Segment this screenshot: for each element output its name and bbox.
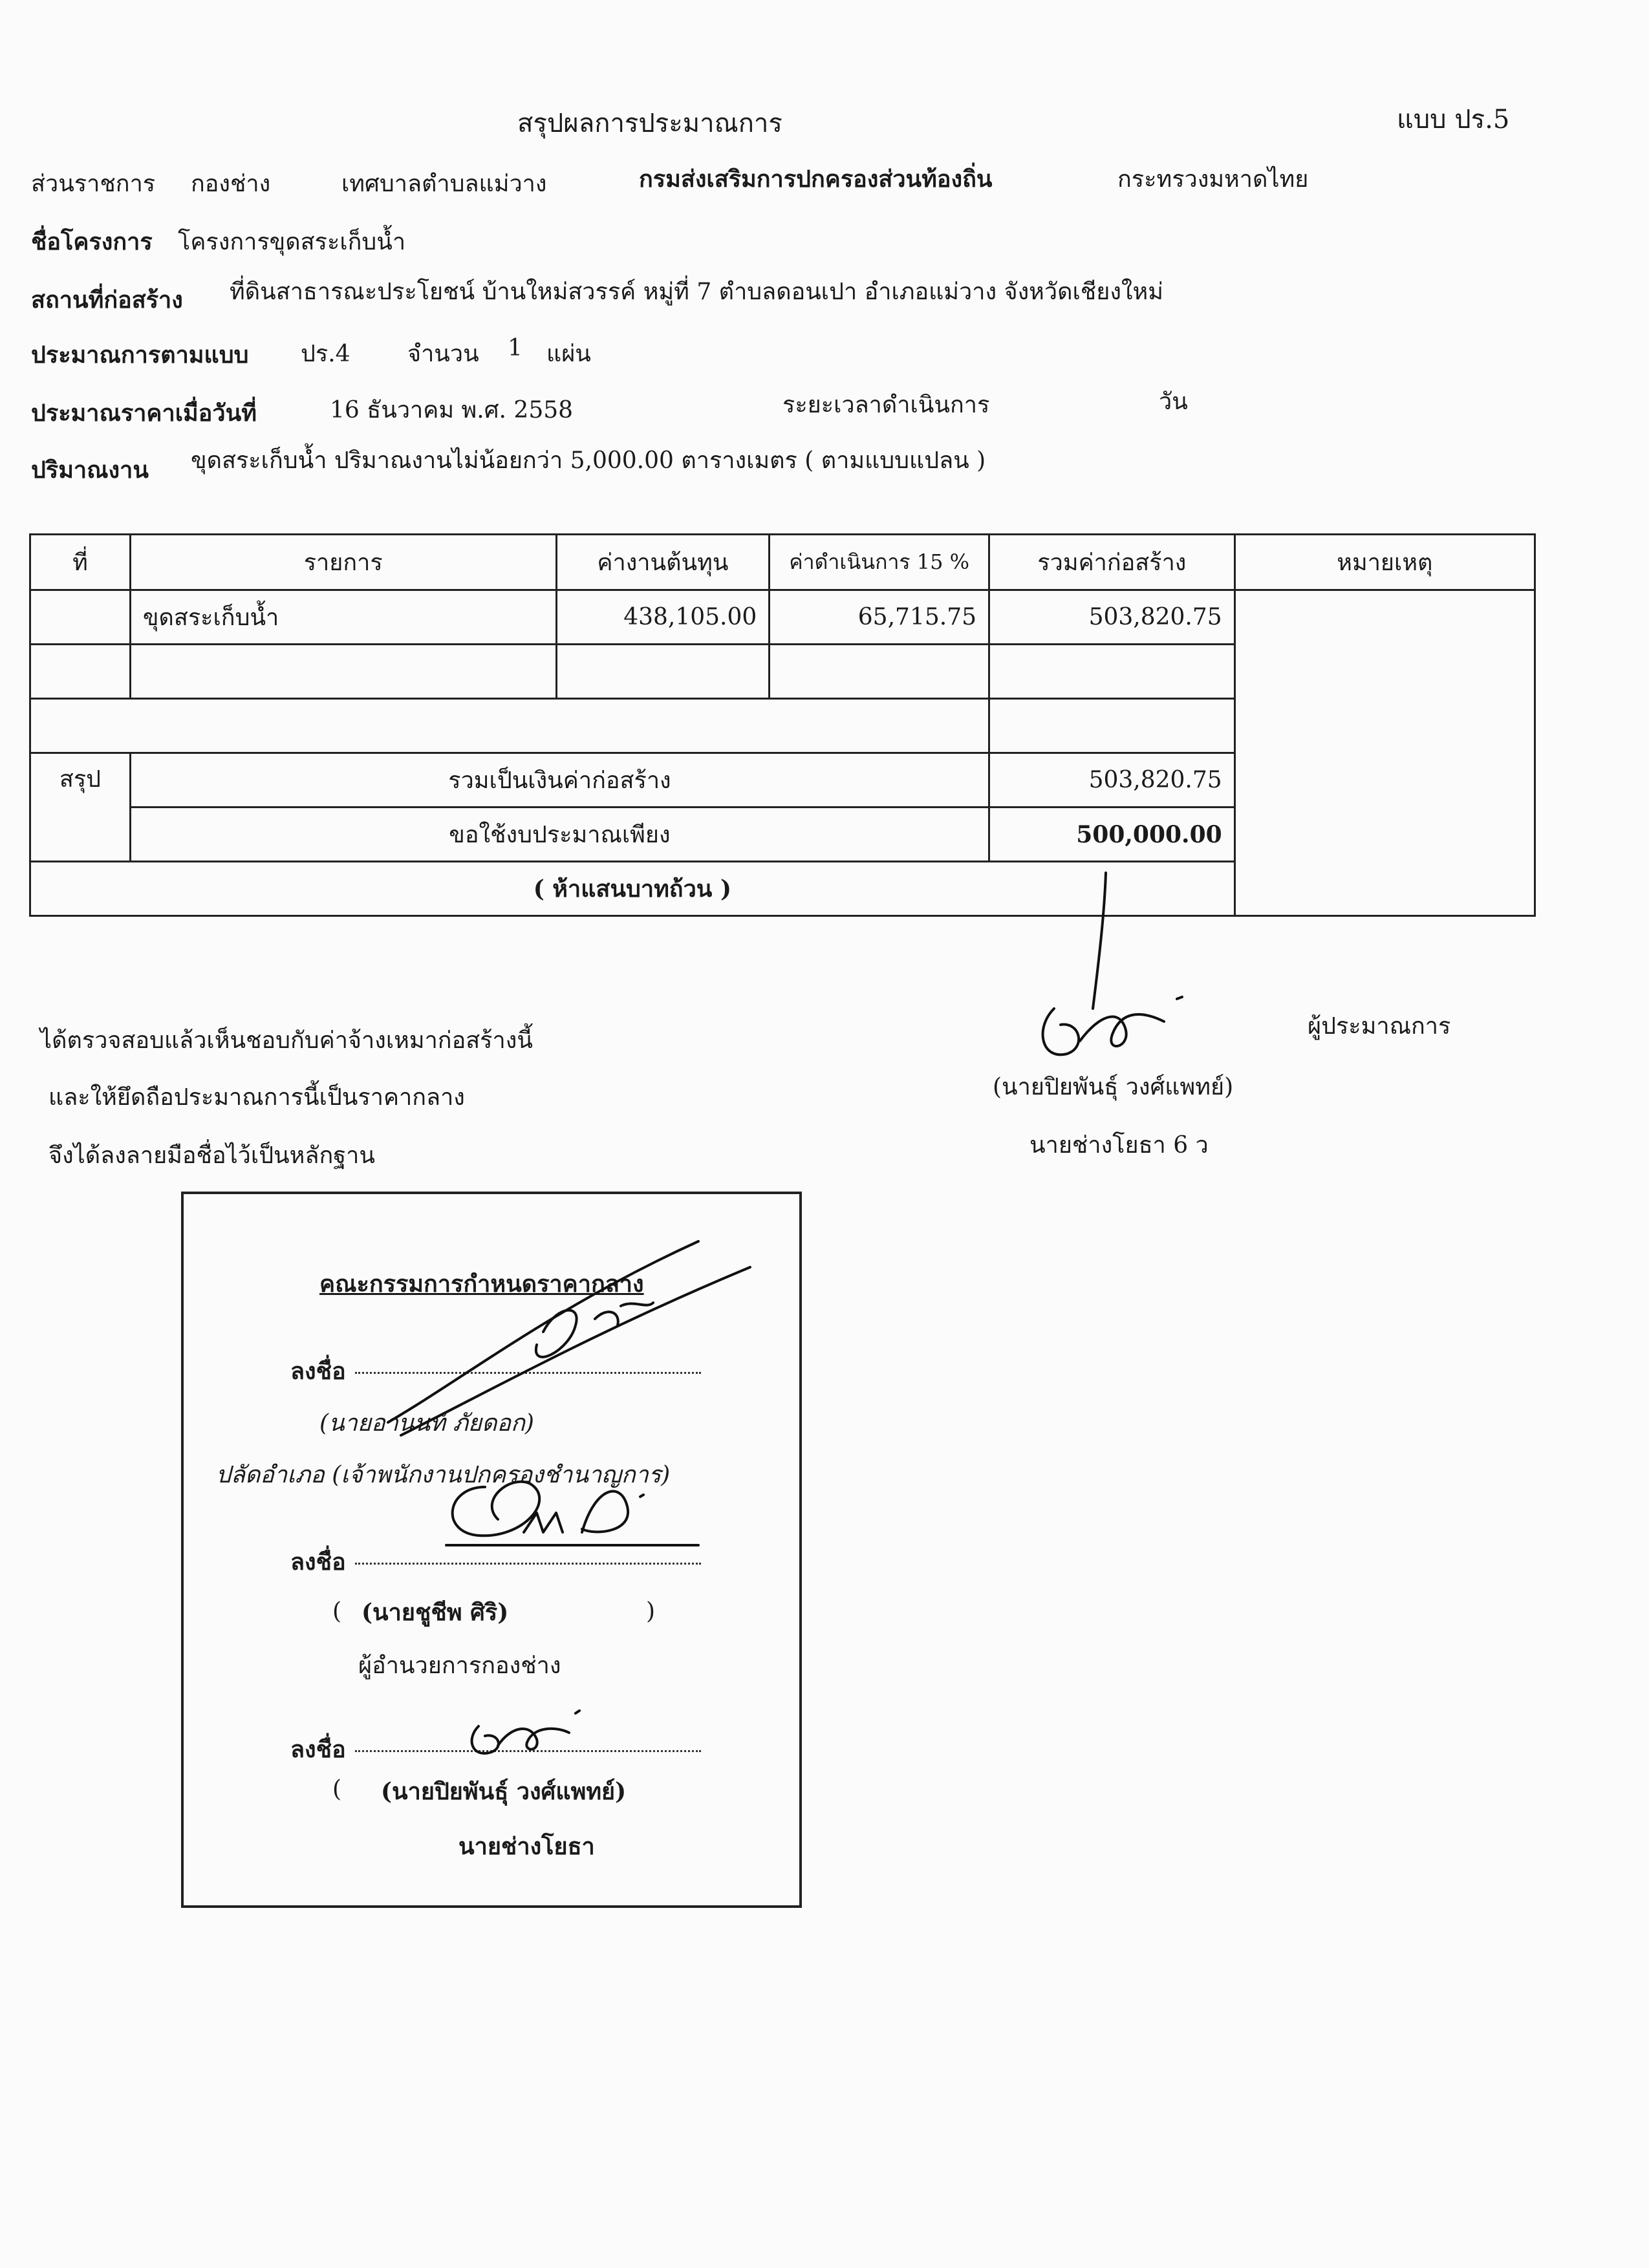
table-header-row bbox=[30, 535, 1535, 590]
committee-sign-label-2: ลงชื่อ bbox=[290, 1548, 346, 1576]
estimate-date-value: 16 ธันวาคม พ.ศ. 2558 bbox=[330, 397, 574, 423]
estimate-form-count-label: จำนวน bbox=[407, 341, 479, 367]
col-header-total: รวมค่าก่อสร้าง bbox=[989, 535, 1235, 590]
summary-request-label: ขอใช้งบประมาณเพียง bbox=[130, 808, 989, 862]
committee-close-paren-2: ) bbox=[646, 1598, 656, 1625]
committee-open-paren-2: ( bbox=[332, 1598, 342, 1625]
agency-division: กองช่าง bbox=[191, 171, 271, 197]
page-title: สรุปผลการประมาณการ bbox=[517, 109, 782, 138]
estimate-date-label: ประมาณราคาเมื่อวันที่ bbox=[31, 400, 257, 427]
project-name: โครงการขุดสระเก็บน้ำ bbox=[178, 229, 406, 255]
estimate-form-label: ประมาณการตามแบบ bbox=[31, 341, 249, 369]
estimate-form-count: 1 bbox=[508, 335, 523, 361]
approval-line-1: ได้ตรวจสอบแล้วเห็นชอบกับค่าจ้างเหมาก่อสร้างนี้ bbox=[40, 1027, 533, 1054]
committee-signature-3 bbox=[453, 1687, 595, 1759]
approval-line-3: จึงได้ลงลายมือชื่อไว้เป็นหลักฐาน bbox=[48, 1142, 375, 1169]
col-header-item: รายการ bbox=[130, 535, 556, 590]
committee-member3-position: นายช่างโยธา bbox=[458, 1833, 595, 1860]
summary-total-value: 503,820.75 bbox=[989, 753, 1235, 808]
committee-open-paren-3: ( bbox=[332, 1776, 342, 1803]
committee-member2-name: (นายชูชีพ ศิริ) bbox=[361, 1599, 509, 1626]
committee-member3-name: (นายปิยพันธุ์ วงศ์แพทย์) bbox=[381, 1778, 627, 1805]
project-label: ชื่อโครงการ bbox=[31, 228, 153, 255]
amount-words: ( ห้าแสนบาทถ้วน ) bbox=[30, 862, 1235, 916]
committee-sign-label-1: ลงชื่อ bbox=[290, 1358, 346, 1385]
committee-signature-2 bbox=[427, 1461, 711, 1558]
col-header-no: ที่ bbox=[30, 535, 131, 590]
agency-ministry: กระทรวงมหาดไทย bbox=[1117, 166, 1309, 193]
work-volume-value: ขุดสระเก็บน้ำ ปริมาณงานไม่น้อยกว่า 5,000.00 ตารางเมตร ( ตามแบบแปลน ) bbox=[191, 447, 986, 474]
form-code: แบบ ปร.5 bbox=[1397, 105, 1510, 134]
row-no bbox=[30, 590, 131, 645]
cost-table bbox=[29, 533, 1536, 917]
row-total: 503,820.75 bbox=[989, 590, 1235, 645]
site-label: สถานที่ก่อสร้าง bbox=[31, 286, 183, 314]
estimator-signature bbox=[1009, 860, 1242, 1080]
estimator-role: ผู้ประมาณการ bbox=[1308, 1013, 1451, 1040]
work-volume-label: ปริมาณงาน bbox=[31, 456, 149, 484]
signature-line-2 bbox=[355, 1563, 701, 1565]
row-remark bbox=[1234, 590, 1535, 916]
estimate-form-code: ปร.4 bbox=[301, 341, 350, 367]
row-item: ขุดสระเก็บน้ำ bbox=[130, 590, 556, 645]
approval-line-2: และให้ยึดถือประมาณการนี้เป็นราคากลาง bbox=[48, 1084, 465, 1111]
summary-total-label: รวมเป็นเงินค่าก่อสร้าง bbox=[130, 753, 989, 808]
estimator-name: (นายปิยพันธุ์ วงศ์แพทย์) bbox=[993, 1074, 1234, 1100]
committee-title: คณะกรรมการกำหนดราคากลาง bbox=[319, 1270, 644, 1298]
committee-sign-label-3: ลงชื่อ bbox=[290, 1736, 346, 1763]
duration-label: ระยะเวลาดำเนินการ bbox=[782, 392, 990, 418]
site-value: ที่ดินสาธารณะประโยชน์ บ้านใหม่สวรรค์ หมู่ที่ 7 ตำบลดอนเปา อำเภอแม่วาง จังหวัดเชียงใหม่ bbox=[230, 279, 1163, 305]
row-base-cost: 438,105.00 bbox=[556, 590, 770, 645]
estimator-position: นายช่างโยธา 6 ว bbox=[1029, 1132, 1209, 1159]
col-header-base-cost: ค่างานต้นทุน bbox=[556, 535, 770, 590]
row-operating-cost: 65,715.75 bbox=[770, 590, 989, 645]
agency-municipality: เทศบาลตำบลแม่วาง bbox=[341, 171, 547, 197]
committee-member2-position: ผู้อำนวยการกองช่าง bbox=[358, 1653, 561, 1679]
col-header-operating-cost: ค่าดำเนินการ 15 % bbox=[770, 535, 989, 590]
duration-unit: วัน bbox=[1159, 389, 1188, 415]
agency-department: กรมส่งเสริมการปกครองส่วนท้องถิ่น bbox=[639, 166, 993, 193]
estimate-form-unit: แผ่น bbox=[546, 341, 591, 367]
col-header-remark: หมายเหตุ bbox=[1234, 535, 1535, 590]
table-row bbox=[30, 590, 1535, 645]
summary-request-value: 500,000.00 bbox=[989, 808, 1235, 862]
agency-label: ส่วนราชการ bbox=[31, 171, 156, 197]
committee-member1-name: (นายอานนท์ ภัยดอก) bbox=[319, 1410, 534, 1437]
committee-member1-position: ปลัดอำเภอ (เจ้าพนักงานปกครองชำนาญการ) bbox=[216, 1462, 671, 1488]
summary-label: สรุป bbox=[30, 753, 131, 862]
